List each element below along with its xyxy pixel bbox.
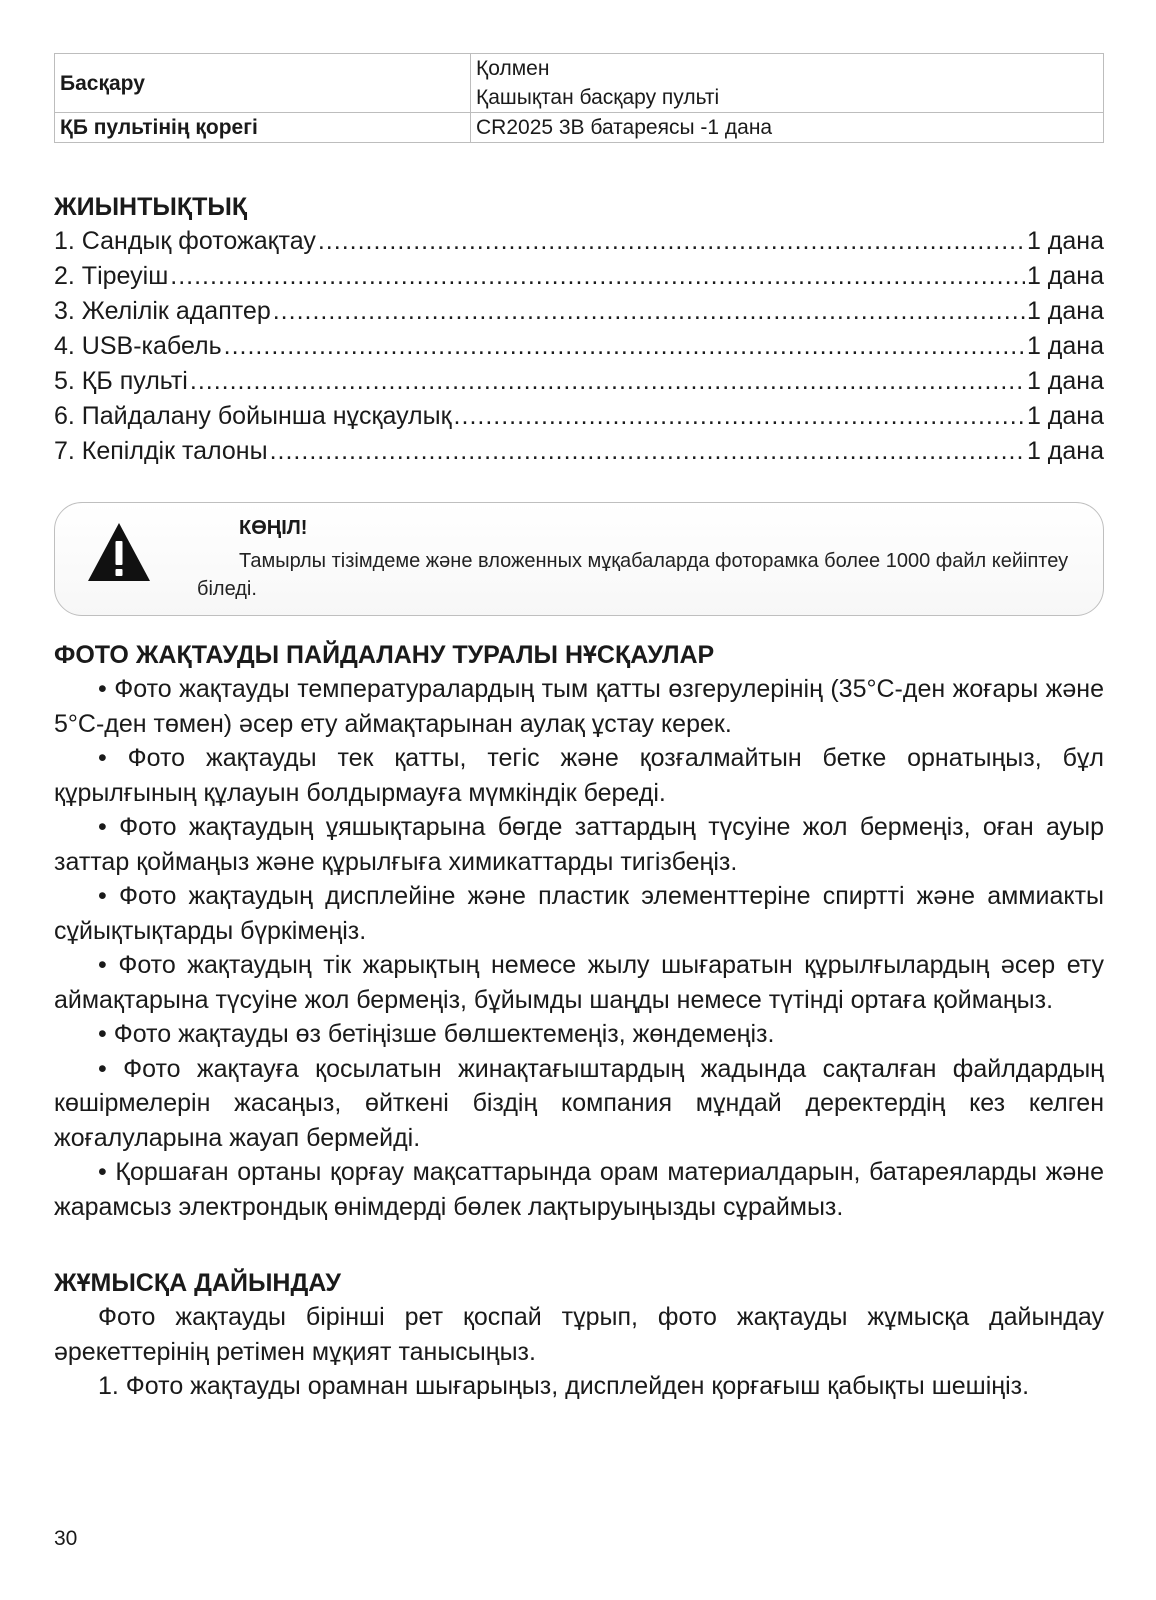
prep-paragraph: Фото жақтауды бірінші рет қоспай тұрып, фото жақтауды жұмысқа дайындау әрекеттерінің ретімен мұқият танысыңыз. [54, 1303, 1104, 1366]
kit-item-qty: 1 дана [1026, 437, 1104, 465]
spec-key: ҚБ пультінің қорегі [55, 113, 471, 143]
dot-leader [170, 259, 1025, 294]
kit-item-qty: 1 дана [1026, 367, 1104, 395]
care-paragraph: • Фото жақтауға қосылатын жинақтағыштардың жадында сақталған файлдардың көшірмелерін жасаңыз, өйткені біздің компания мұндай деректердің кез келген жоғалуларына жауап бермейді. [54, 1054, 1104, 1152]
kit-item-qty: 1 дана [1026, 332, 1104, 360]
table-row [55, 54, 1104, 113]
table-row [55, 113, 1104, 143]
list-item [54, 224, 1104, 259]
manual-page [54, 53, 1104, 1404]
warning-title: КӨҢІЛ! [239, 517, 308, 539]
warning-triangle-icon [86, 521, 152, 583]
dot-leader [270, 434, 1025, 469]
spec-value [471, 54, 1104, 113]
spec-value-line: Қолмен [476, 57, 550, 80]
prep-paragraph: 1. Фото жақтауды орамнан шығарыңыз, дисплейден қорғағыш қабықты шешіңіз. [98, 1372, 1030, 1400]
kit-item-qty: 1 дана [1026, 262, 1104, 290]
dot-leader [273, 294, 1025, 329]
list-item [54, 294, 1104, 329]
spec-value-line: Қашықтан басқару пульті [476, 86, 720, 109]
spec-table [54, 53, 1104, 143]
spec-value [471, 113, 1104, 143]
care-paragraph: • Фото жақтауды температуралардың тым қатты өзгерулерінің (35°C-ден жоғары және 5°C-ден төмен) әсер ету аймақтарынан аулақ ұстау керек. [54, 675, 1104, 738]
kit-heading: ЖИЫНТЫҚТЫҚ [54, 193, 248, 221]
kit-item-qty: 1 дана [1026, 402, 1104, 430]
spec-value-line: CR2025 3В батареясы -1 дана [476, 116, 773, 139]
kit-list [54, 224, 1104, 469]
kit-item-label: 7. Кепілдік талоны [54, 437, 268, 465]
care-paragraph: • Фото жақтаудың ұяшықтарына бөгде заттардың түсуіне жол бермеңіз, оған ауыр заттар қоймаңыз және құрылғыға химикаттарды тигізбеңіз. [54, 813, 1104, 876]
kit-item-label: 6. Пайдалану бойынша нұсқаулық [54, 402, 452, 430]
list-item [54, 259, 1104, 294]
care-paragraph: • Фото жақтауды өз бетіңізше бөлшектемеңіз, жөндемеңіз. [98, 1020, 775, 1048]
list-item [54, 434, 1104, 469]
kit-item-label: 1. Сандық фотожақтау [54, 227, 316, 255]
warning-box [54, 502, 1104, 616]
spec-key: Басқару [55, 54, 471, 113]
kit-item-label: 5. ҚБ пульті [54, 367, 188, 395]
list-item [54, 329, 1104, 364]
dot-leader [190, 364, 1025, 399]
kit-item-label: 2. Тіреуіш [54, 262, 169, 290]
warning-text: Тамырлы тізімдеме және вложенных мұқабаларда фоторамка более 1000 файл кейіптеу біледі. [197, 550, 1069, 600]
dot-leader [224, 329, 1025, 364]
care-heading: ФОТО ЖАҚТАУДЫ ПАЙДАЛАНУ ТУРАЛЫ НҰСҚАУЛАР [54, 641, 715, 669]
dot-leader [454, 399, 1025, 434]
page-number: 30 [54, 1527, 78, 1550]
care-paragraph: • Фото жақтаудың тік жарықтың немесе жылу шығаратын құрылғылардың әсер ету аймақтарына түсуіне жол бермеңіз, бұйымды шаңды немесе түтінді ортаға қоймаңыз. [54, 951, 1104, 1014]
list-item [54, 399, 1104, 434]
care-paragraph: • Фото жақтауды тек қатты, тегіс және қозғалмайтын бетке орнатыңыз, бұл құрылғының құлауын болдырмауға мүмкіндік береді. [54, 744, 1104, 807]
kit-item-qty: 1 дана [1026, 227, 1104, 255]
dot-leader [318, 224, 1025, 259]
kit-item-label: 4. USB-кабель [54, 332, 222, 360]
list-item [54, 364, 1104, 399]
care-paragraph: • Қоршаған ортаны қорғау мақсаттарында орам материалдарын, батареяларды және жарамсыз электрондық өнімдерді бөлек лақтыруыңызды сұраймыз. [54, 1158, 1104, 1221]
care-paragraph: • Фото жақтаудың дисплейіне және пластик элементтеріне спиртті және аммиакты сұйықтықтарды бүркімеңіз. [54, 882, 1104, 945]
kit-item-qty: 1 дана [1026, 297, 1104, 325]
prep-heading: ЖҰМЫСҚА ДАЙЫНДАУ [54, 1269, 341, 1297]
kit-item-label: 3. Желілік адаптер [54, 297, 271, 325]
